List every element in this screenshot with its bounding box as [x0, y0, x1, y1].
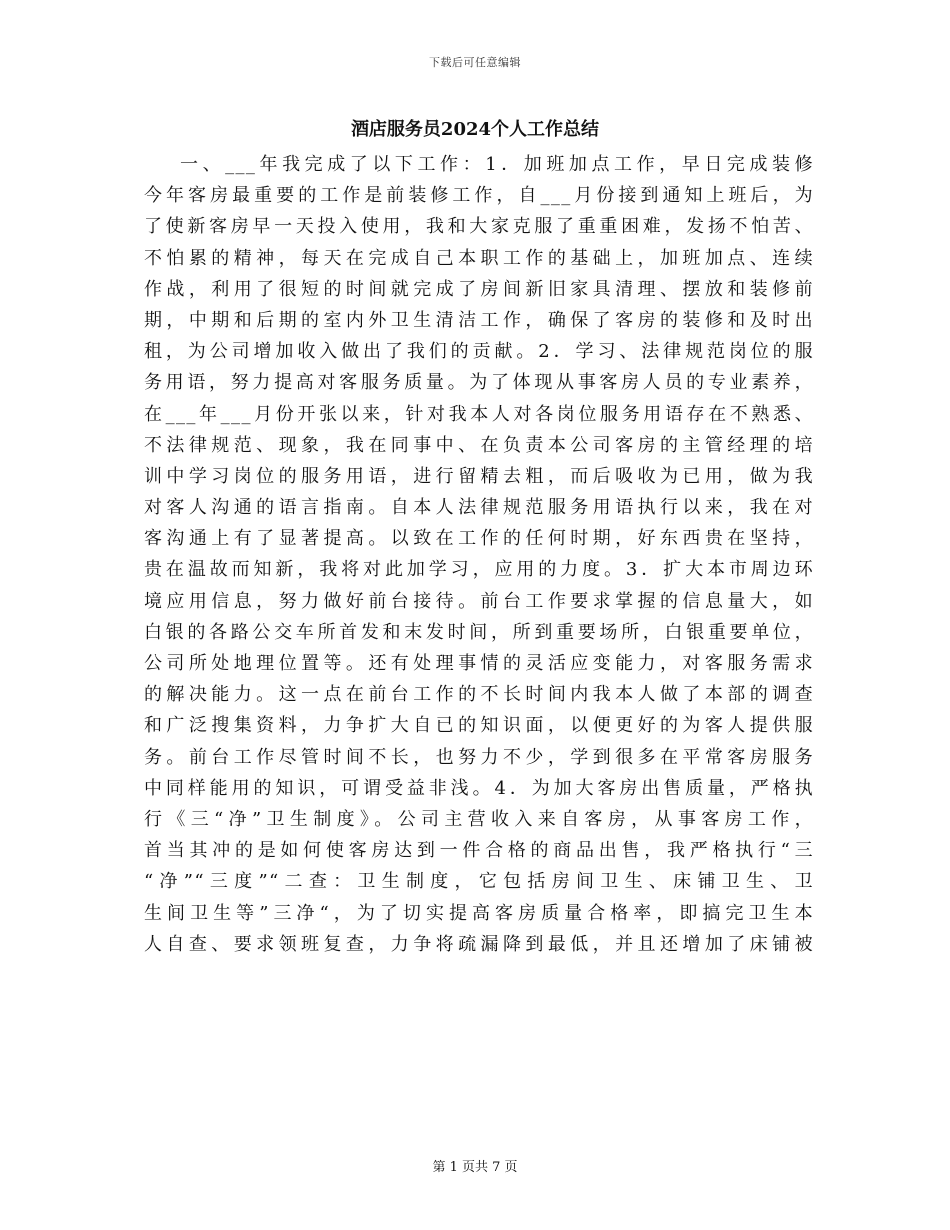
body-line: 公司所处地理位置等。还有处理事情的灵活应变能力，对客服务需求 — [144, 653, 814, 674]
body-line: 首当其冲的是如何使客房达到一件合格的商品出售，我严格执行“三 — [144, 840, 814, 862]
body-line: 了使新客房早一天投入使用，我和大家克服了重重困难，发扬不怕苦、 — [144, 216, 814, 238]
body-line: 务。前台工作尽管时间不长，也努力不少，学到很多在平常客房服务 — [144, 746, 814, 768]
page-number: 第 1 页共 7 页 — [432, 1160, 518, 1175]
body-line: 境应用信息，努力做好前台接待。前台工作要求掌握的信息量大，如 — [144, 590, 814, 612]
body-line: 生间卫生等”三净“，为了切实提高客房质量合格率，即搞完卫生本 — [144, 902, 814, 924]
document-title: 酒店服务员2024个人工作总结 — [350, 119, 600, 140]
body-line: 在___年___月份开张以来，针对我本人对各岗位服务用语存在不熟悉、 — [144, 403, 814, 425]
body-line: 一、___年我完成了以下工作：1．加班加点工作，早日完成装修 — [180, 154, 814, 175]
body-line: 不法律规范、现象，我在同事中、在负责本公司客房的主管经理的培 — [144, 434, 814, 456]
body-line: 客沟通上有了显著提高。以致在工作的任何时期，好东西贵在坚持， — [144, 528, 814, 550]
body-line: 今年客房最重要的工作是前装修工作，自___月份接到通知上班后，为 — [144, 185, 814, 207]
body-line: 行《三“净”卫生制度》。公司主营收入来自客房，从事客房工作， — [144, 808, 814, 830]
body-line: 白银的各路公交车所首发和末发时间，所到重要场所，白银重要单位， — [144, 621, 814, 643]
body-line: 对客人沟通的语言指南。自本人法律规范服务用语执行以来，我在对 — [144, 497, 814, 519]
document-body — [144, 149, 814, 960]
body-line: 的解决能力。这一点在前台工作的不长时间内我本人做了本部的调查 — [144, 684, 814, 706]
body-line: “净”“三度”“二查：卫生制度，它包括房间卫生、床铺卫生、卫 — [144, 871, 814, 893]
body-line: 人自查、要求领班复查，力争将疏漏降到最低，并且还增加了床铺被 — [144, 933, 814, 955]
body-line: 租，为公司增加收入做出了我们的贡献。2．学习、法律规范岗位的服 — [144, 341, 814, 363]
body-line: 期，中期和后期的室内外卫生清洁工作，确保了客房的装修和及时出 — [144, 309, 814, 331]
header-note: 下载后可任意编辑 — [429, 56, 521, 69]
body-line: 贵在温故而知新，我将对此加学习，应用的力度。3．扩大本市周边环 — [144, 559, 814, 581]
body-line: 不怕累的精神，每天在完成自己本职工作的基础上，加班加点、连续 — [144, 247, 814, 269]
body-line: 和广泛搜集资料，力争扩大自已的知识面，以便更好的为客人提供服 — [144, 715, 814, 737]
body-line: 务用语，努力提高对客服务质量。为了体现从事客房人员的专业素养， — [144, 372, 814, 394]
body-line: 中同样能用的知识，可谓受益非浅。4．为加大客房出售质量，严格执 — [144, 777, 814, 799]
body-line: 作战，利用了很短的时间就完成了房间新旧家具清理、摆放和装修前 — [144, 278, 814, 300]
body-line: 训中学习岗位的服务用语，进行留精去粗，而后吸收为已用，做为我 — [144, 465, 814, 487]
